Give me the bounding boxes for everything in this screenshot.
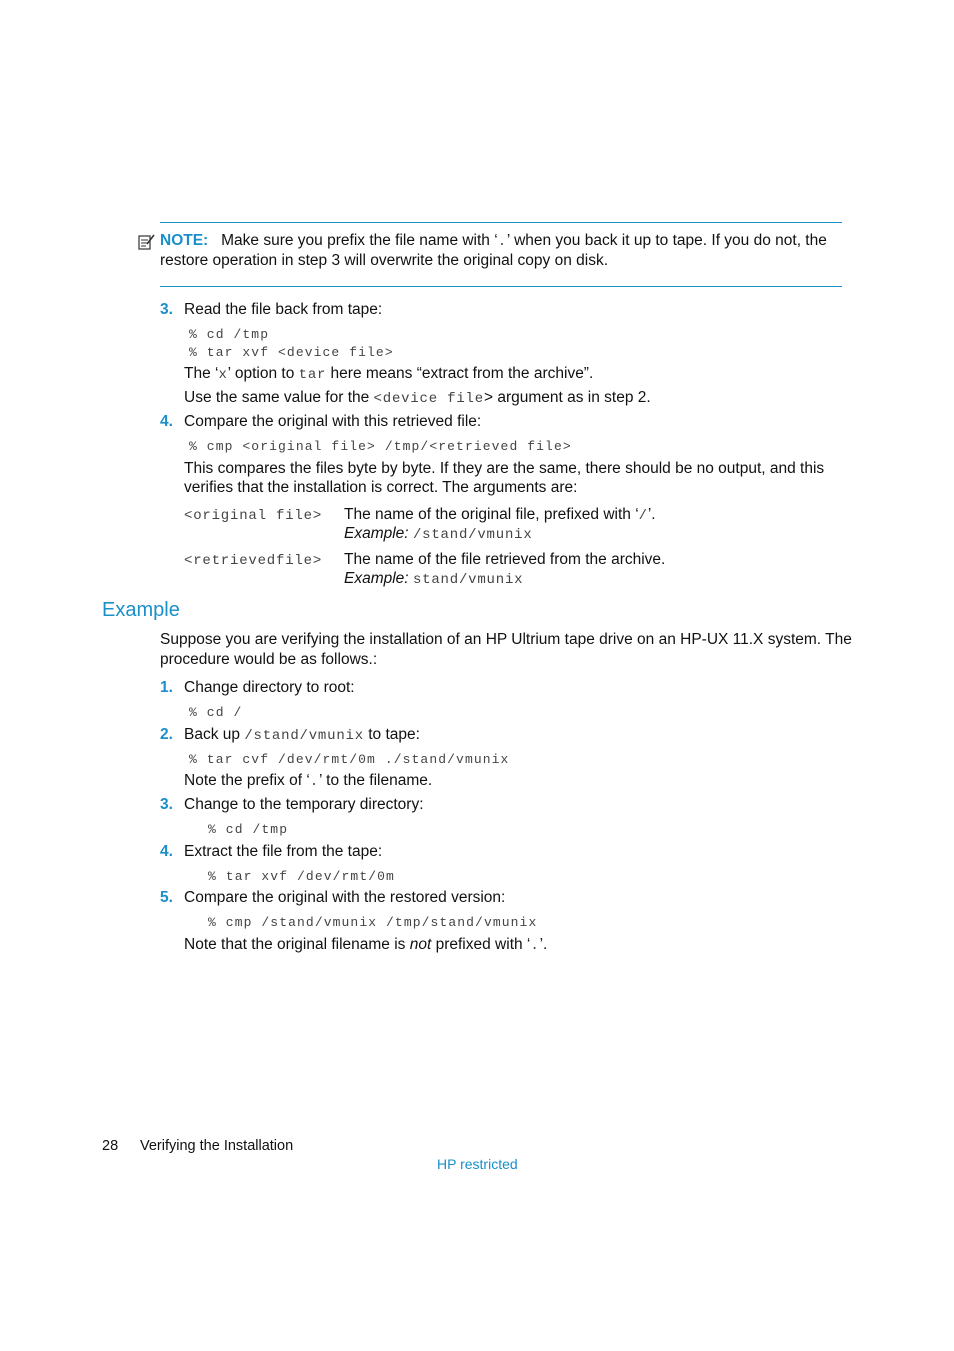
inline-code: / (638, 508, 648, 524)
arg-example (344, 570, 523, 588)
text: The name of the original file, prefixed with ‘ (344, 506, 639, 523)
paragraph: This compares the files byte by byte. If they are the same, there should be no output, and this (184, 460, 825, 477)
inline-code: . (309, 774, 319, 790)
inline-code: /stand/vmunix (244, 728, 364, 744)
step-number: 5. (160, 889, 173, 906)
paragraph (184, 772, 432, 790)
note-bottom-rule (160, 286, 842, 287)
inline-code: tar (298, 367, 327, 383)
paragraph (184, 389, 651, 407)
text: The ‘ (184, 365, 219, 382)
arg-term: <retrievedfile> (184, 553, 323, 569)
emphasis: not (409, 936, 432, 953)
paragraph (184, 365, 593, 383)
step-number: 2. (160, 726, 173, 743)
inline-code: /stand/vmunix (412, 527, 533, 543)
text: Note the prefix of ‘ (184, 772, 310, 789)
paragraph: verifies that the installation is correct. The arguments are: (184, 479, 578, 496)
step-text: Compare the original with this retrieved file: (184, 413, 482, 430)
inline-code: stand/vmunix (412, 572, 524, 588)
step-number: 3. (160, 301, 173, 318)
code-line: % cmp <original file> /tmp/<retrieved file> (189, 439, 572, 454)
step-text (184, 726, 420, 744)
example-label: Example: (344, 570, 409, 587)
inline-code: x (218, 367, 228, 383)
note-line-2: restore operation in step 3 will overwrite the original copy on disk. (160, 252, 609, 269)
step-number: 4. (160, 413, 173, 430)
text: Back up (184, 726, 245, 743)
code-line: % cd / (189, 705, 243, 720)
note-text: Make sure you prefix the file name with ‘ (221, 232, 498, 249)
note-line-1 (160, 232, 827, 250)
text: here means “extract from the archive”. (326, 365, 594, 382)
text: ’. (647, 506, 656, 523)
step-number: 1. (160, 679, 173, 696)
text: ’ to the filename. (319, 772, 433, 789)
code-line: % tar xvf <device file> (189, 345, 394, 360)
inline-code: <device file (373, 391, 484, 407)
step-number: 4. (160, 843, 173, 860)
step-number: 3. (160, 796, 173, 813)
text: Use the same value for the (184, 389, 374, 406)
code-line: % tar xvf /dev/rmt/0m (208, 869, 395, 884)
inline-code: . (530, 938, 540, 954)
step-text: Change to the temporary directory: (184, 796, 424, 813)
note-text-b: ’ when you back it up to tape. If you do not, the (506, 232, 827, 249)
text: > argument as in step 2. (483, 389, 651, 406)
code-line: % cd /tmp (189, 327, 270, 342)
text: Note that the original filename is (184, 936, 410, 953)
code-line: % cmp /stand/vmunix /tmp/stand/vmunix (208, 915, 538, 930)
text: ’. (539, 936, 548, 953)
arg-example (344, 525, 533, 543)
note-label: NOTE: (160, 232, 209, 249)
step-text: Extract the file from the tape: (184, 843, 383, 860)
step-text: Compare the original with the restored version: (184, 889, 506, 906)
text: to tape: (363, 726, 420, 743)
footer-section-title: Verifying the Installation (140, 1138, 294, 1154)
step-text: Change directory to root: (184, 679, 355, 696)
paragraph: procedure would be as follows.: (160, 651, 378, 668)
restricted-label: HP restricted (437, 1156, 518, 1172)
note-icon (137, 233, 155, 256)
arg-desc: The name of the file retrieved from the archive. (344, 551, 666, 568)
paragraph: Suppose you are verifying the installation of an HP Ultrium tape drive on an HP-UX 11.X system. The (160, 631, 852, 648)
paragraph (184, 936, 547, 954)
step-text: Read the file back from tape: (184, 301, 383, 318)
example-label: Example: (344, 525, 409, 542)
text: ’ option to (227, 365, 299, 382)
note-code: . (497, 234, 507, 250)
section-heading: Example (102, 599, 180, 621)
arg-term: <original file> (184, 508, 323, 524)
code-line: % tar cvf /dev/rmt/0m ./stand/vmunix (189, 752, 510, 767)
arg-desc (344, 506, 656, 524)
code-line: % cd /tmp (208, 822, 289, 837)
note-top-rule (160, 222, 842, 223)
text: prefixed with ‘ (431, 936, 531, 953)
page-number: 28 (102, 1138, 119, 1154)
